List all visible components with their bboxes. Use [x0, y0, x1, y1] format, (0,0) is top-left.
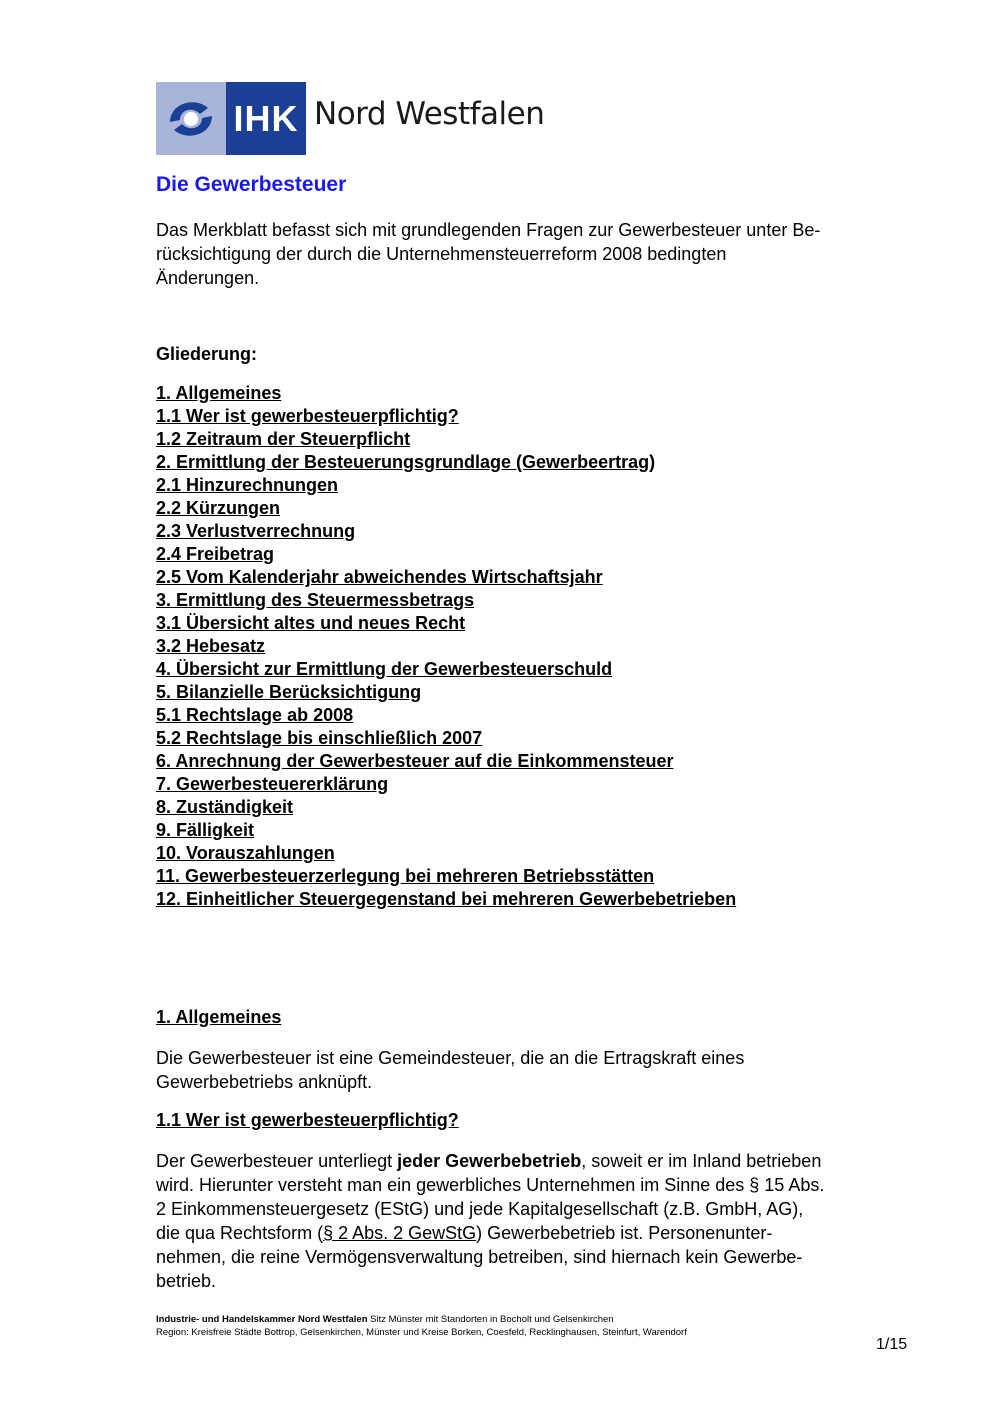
toc-link[interactable]: 3. Ermittlung des Steuermessbetrags	[156, 590, 475, 610]
intro-line: rücksichtigung der durch die Unternehmensteuerreform 2008 bedingten	[156, 244, 727, 264]
footer-org: Industrie- und Handelskammer Nord Westfalen	[156, 1314, 368, 1325]
text-run: Der Gewerbesteuer unterliegt	[156, 1151, 398, 1171]
section-1-heading: 1. Allgemeines	[156, 1007, 282, 1027]
text-run: , soweit er im Inland betrieben	[581, 1151, 822, 1171]
toc-link[interactable]: 10. Vorauszahlungen	[156, 843, 335, 863]
logo-name-text: Nord Westfalen	[314, 95, 545, 132]
toc-link[interactable]: 3.2 Hebesatz	[156, 636, 266, 656]
section-1-line: Gewerbebetriebs anknüpft.	[156, 1072, 373, 1092]
toc-link[interactable]: 2.4 Freibetrag	[156, 544, 275, 564]
bold-term: jeder Gewerbebetrieb	[397, 1151, 582, 1171]
text-run: die qua Rechtsform (	[156, 1223, 324, 1243]
section-1-1-line: nehmen, die reine Vermögensverwaltung betreiben, sind hiernach kein Gewerbe-	[156, 1247, 803, 1267]
intro-paragraph	[156, 218, 906, 290]
toc-link[interactable]: 8. Zuständigkeit	[156, 797, 294, 817]
toc-link[interactable]: 5.1 Rechtslage ab 2008	[156, 705, 354, 725]
section-1-1-line: 2 Einkommensteuergesetz (EStG) und jede Kapitalgesellschaft (z.B. GmbH, AG),	[156, 1199, 804, 1219]
toc-link[interactable]: 2.2 Kürzungen	[156, 498, 281, 518]
toc-link[interactable]: 1.2 Zeitraum der Steuerpflicht	[156, 429, 411, 449]
page-number: 1/15	[876, 1336, 908, 1353]
section-1-1-line	[156, 1221, 906, 1245]
section-1-1-line: wird. Hierunter versteht man ein gewerbliches Unternehmen im Sinne des § 15 Abs.	[156, 1175, 825, 1195]
page-title: Die Gewerbesteuer	[156, 173, 347, 196]
toc-link[interactable]: 7. Gewerbesteuererklärung	[156, 774, 389, 794]
footer-line-1	[156, 1313, 687, 1326]
text-run: ) Gewerbebetrieb ist. Personenunter-	[476, 1223, 773, 1243]
gewstg-link[interactable]: § 2 Abs. 2 GewStG	[323, 1223, 477, 1243]
toc-link[interactable]: 2.3 Verlustverrechnung	[156, 521, 356, 541]
ihk-swirl-icon	[156, 82, 226, 155]
ihk-logo	[156, 82, 544, 155]
logo-ihk-text: IHK	[226, 82, 306, 155]
toc-link[interactable]: 11. Gewerbesteuerzerlegung bei mehreren Betriebsstätten	[156, 866, 655, 886]
section-1-1-line: betrieb.	[156, 1271, 217, 1291]
intro-line: Änderungen.	[156, 268, 260, 288]
toc-link[interactable]: 5.2 Rechtslage bis einschließlich 2007	[156, 728, 483, 748]
table-of-contents	[156, 382, 736, 911]
section-1-1-line	[156, 1149, 906, 1173]
section-1-1-heading: 1.1 Wer ist gewerbesteuerpflichtig?	[156, 1110, 459, 1130]
toc-link[interactable]: 3.1 Übersicht altes und neues Recht	[156, 613, 466, 633]
toc-link[interactable]: 1.1 Wer ist gewerbesteuerpflichtig?	[156, 406, 459, 426]
section-1-1-text	[156, 1149, 906, 1293]
footer-seat: Sitz Münster mit Standorten in Bocholt und Gelsenkirchen	[367, 1314, 614, 1325]
intro-line: Das Merkblatt befasst sich mit grundlegenden Fragen zur Gewerbesteuer unter Be-	[156, 220, 821, 240]
section-1-line: Die Gewerbesteuer ist eine Gemeindesteuer, die an die Ertragskraft eines	[156, 1048, 745, 1068]
toc-link[interactable]: 2.1 Hinzurechnungen	[156, 475, 339, 495]
toc-link[interactable]: 5. Bilanzielle Berücksichtigung	[156, 682, 422, 702]
toc-heading: Gliederung:	[156, 344, 258, 364]
section-1-text	[156, 1046, 906, 1094]
footer	[156, 1313, 687, 1339]
toc-link[interactable]: 2.5 Vom Kalenderjahr abweichendes Wirtschaftsjahr	[156, 567, 603, 587]
toc-link[interactable]: 1. Allgemeines	[156, 383, 282, 403]
toc-link[interactable]: 2. Ermittlung der Besteuerungsgrundlage (Gewerbeertrag)	[156, 452, 656, 472]
footer-region: Region: Kreisfreie Städte Bottrop, Gelsenkirchen, Münster und Kreise Borken, Coesfeld, Recklinghausen, Steinfurt, Warendorf	[156, 1327, 687, 1338]
toc-link[interactable]: 4. Übersicht zur Ermittlung der Gewerbesteuerschuld	[156, 659, 613, 679]
toc-link[interactable]: 6. Anrechnung der Gewerbesteuer auf die Einkommensteuer	[156, 751, 674, 771]
toc-link[interactable]: 9. Fälligkeit	[156, 820, 255, 840]
toc-link[interactable]: 12. Einheitlicher Steuergegenstand bei mehreren Gewerbebetrieben	[156, 889, 737, 909]
